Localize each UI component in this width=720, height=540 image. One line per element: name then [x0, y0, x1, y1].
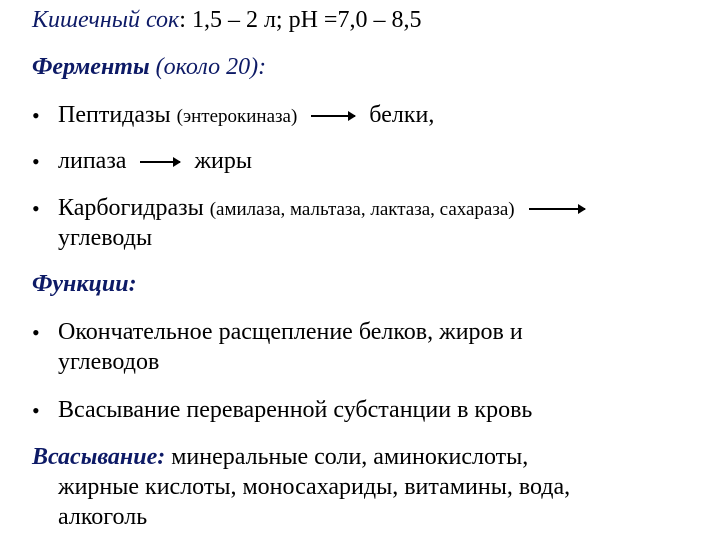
- function-item: [58, 396, 532, 424]
- absorption-text: алкоголь: [58, 504, 148, 530]
- function-text: углеводов: [58, 349, 160, 375]
- enzyme-name: Карбогидразы: [58, 195, 204, 221]
- enzyme-result: углеводы: [58, 225, 153, 251]
- enzyme-result: жиры: [194, 148, 253, 174]
- absorption-line: [32, 443, 528, 471]
- absorption-text: минеральные соли, аминокислоты,: [165, 444, 529, 470]
- enzymes-note: (около 20):: [155, 54, 267, 80]
- bullet-icon: •: [32, 320, 40, 345]
- bullet-icon: •: [32, 149, 40, 174]
- absorption-line-3: [58, 503, 147, 531]
- enzyme-result: белки,: [369, 102, 435, 128]
- enzyme-result-line: [58, 224, 152, 252]
- right-arrow-icon: [311, 115, 355, 117]
- right-arrow-icon: [140, 161, 180, 163]
- function-item: [58, 318, 523, 346]
- absorption-text: жирные кислоты, моносахариды, витамины, вода,: [58, 474, 571, 500]
- absorption-title: Всасывание:: [32, 444, 166, 470]
- enzymes-title: Ферменты: [32, 54, 150, 80]
- enzyme-item-lipase: [58, 147, 252, 175]
- juice-title: Кишечный сок: [32, 7, 180, 33]
- bullet-icon: •: [32, 103, 40, 128]
- function-text: Окончательное расщепление белков, жиров и: [58, 319, 523, 345]
- enzyme-item-carbohydrase: [58, 194, 593, 224]
- enzyme-name: липаза: [58, 148, 127, 174]
- juice-line: [32, 6, 421, 34]
- function-text: Всасывание переваренной субстанции в кровь: [58, 397, 533, 423]
- absorption-line-2: [58, 473, 570, 501]
- function-item-cont: [58, 348, 159, 376]
- functions-heading: [32, 270, 137, 298]
- juice-params: : 1,5 – 2 л; pH =7,0 – 8,5: [179, 7, 422, 33]
- functions-title: Функции:: [32, 271, 137, 297]
- enzyme-detail: (амилаза, мальтаза, лактаза, сахараза): [209, 199, 515, 220]
- bullet-icon: •: [32, 398, 40, 423]
- right-arrow-icon: [529, 208, 585, 210]
- enzyme-item-peptidase: [58, 101, 434, 131]
- enzymes-heading: [32, 53, 266, 81]
- enzyme-name: Пептидазы: [58, 102, 171, 128]
- bullet-icon: •: [32, 196, 40, 221]
- enzyme-detail: (энтерокиназа): [176, 106, 298, 127]
